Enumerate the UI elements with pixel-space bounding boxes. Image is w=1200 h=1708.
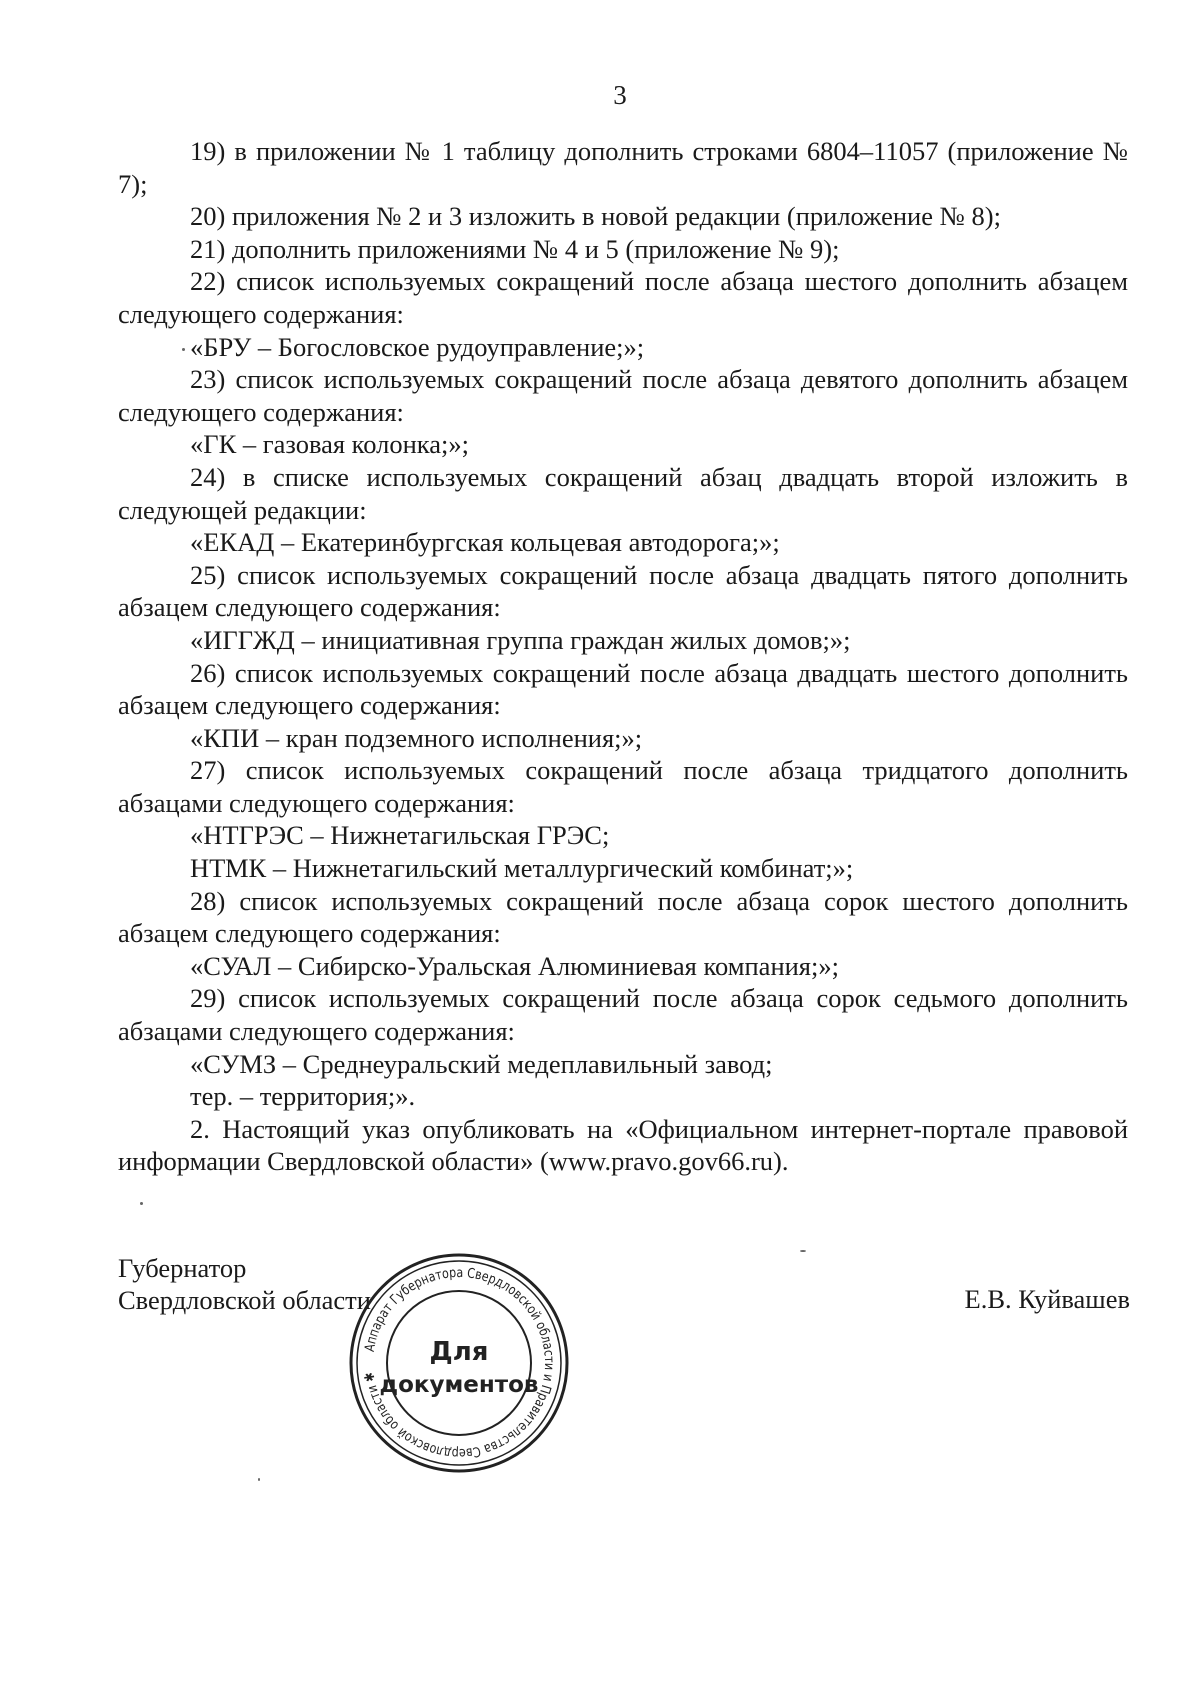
paragraph: 28) список используемых сокращений после абзаца сорок шестого дополнить абзацем следующего содержания: [118, 885, 1128, 949]
scan-speck [140, 1202, 143, 1205]
scan-speck [800, 1250, 806, 1252]
quoted-abbreviation-line: «СУМЗ – Среднеуральский медеплавильный завод; [190, 1048, 773, 1079]
quoted-abbreviation-line: НТМК – Нижнетагильский металлургический комбинат;»; [190, 853, 854, 884]
document-body [118, 135, 1128, 1178]
scan-speck [258, 1478, 260, 1481]
paragraph: 27) список используемых сокращений после абзаца тридцатого дополнить абзацами следующего содержания: [118, 755, 1128, 818]
signatory-position [118, 1252, 371, 1316]
seal-center-line-1: Для [429, 1337, 489, 1367]
quoted-abbreviation-line: «НТГРЭС – Нижнетагильская ГРЭС; [190, 820, 610, 851]
seal-ring-textpath: Аппарат Губернатора Свердловской области и Правительства Свердловской области ✱ [361, 1264, 558, 1462]
paragraph: 20) приложения № 2 и 3 изложить в новой редакции (приложение № 8); [190, 201, 1001, 232]
quoted-abbreviation-line: тер. – территория;». [190, 1081, 416, 1112]
signatory-position-line-1: Губернатор [118, 1253, 247, 1283]
quoted-abbreviation-line: «КПИ – кран подземного исполнения;»; [190, 722, 643, 753]
page-number: 3 [613, 80, 627, 110]
paragraph: 22) список используемых сокращений после абзаца шестого дополнить абзацем следующего содержания: [118, 266, 1128, 329]
paragraph: 23) список используемых сокращений после абзаца девятого дополнить абзацем следующего содержания: [118, 364, 1128, 427]
quoted-abbreviation-line: «БРУ – Богословское рудоуправление;»; [190, 331, 645, 362]
official-seal-stamp [346, 1250, 572, 1476]
quoted-abbreviation-line: «ГК – газовая колонка;»; [190, 429, 469, 460]
quoted-abbreviation-line: «ИГГЖД – инициативная группа граждан жилых домов;»; [190, 624, 851, 655]
paragraph: 2. Настоящий указ опубликовать на «Официальном интернет-портале правовой информации Свердловской области» (www.pravo.gov66.ru). [118, 1113, 1128, 1177]
paragraph: 24) в списке используемых сокращений абзац двадцать второй изложить в следующей редакции: [118, 461, 1128, 525]
quoted-abbreviation-line: «СУАЛ – Сибирско-Уральская Алюминиевая компания;»; [190, 950, 839, 981]
paragraph: 25) список используемых сокращений после абзаца двадцать пятого дополнить абзацем следующего содержания: [118, 559, 1128, 623]
scan-speck [182, 348, 185, 351]
paragraph: 21) дополнить приложениями № 4 и 5 (приложение № 9); [190, 233, 840, 264]
signatory-position-line-2: Свердловской области [118, 1285, 371, 1315]
quoted-abbreviation-line: «ЕКАД – Екатеринбургская кольцевая автодорога;»; [190, 527, 780, 558]
paragraph: 26) список используемых сокращений после абзаца двадцать шестого дополнить абзацем следующего содержания: [118, 657, 1128, 721]
signatory-name: Е.В. Куйвашев [964, 1284, 1130, 1314]
seal-center-line-2: документов [379, 1372, 539, 1398]
paragraph: 29) список используемых сокращений после абзаца сорок седьмого дополнить абзацами следующего содержания: [118, 983, 1128, 1047]
paragraph: 19) в приложении № 1 таблицу дополнить строками 6804–11057 (приложение № 7); [118, 136, 1128, 199]
